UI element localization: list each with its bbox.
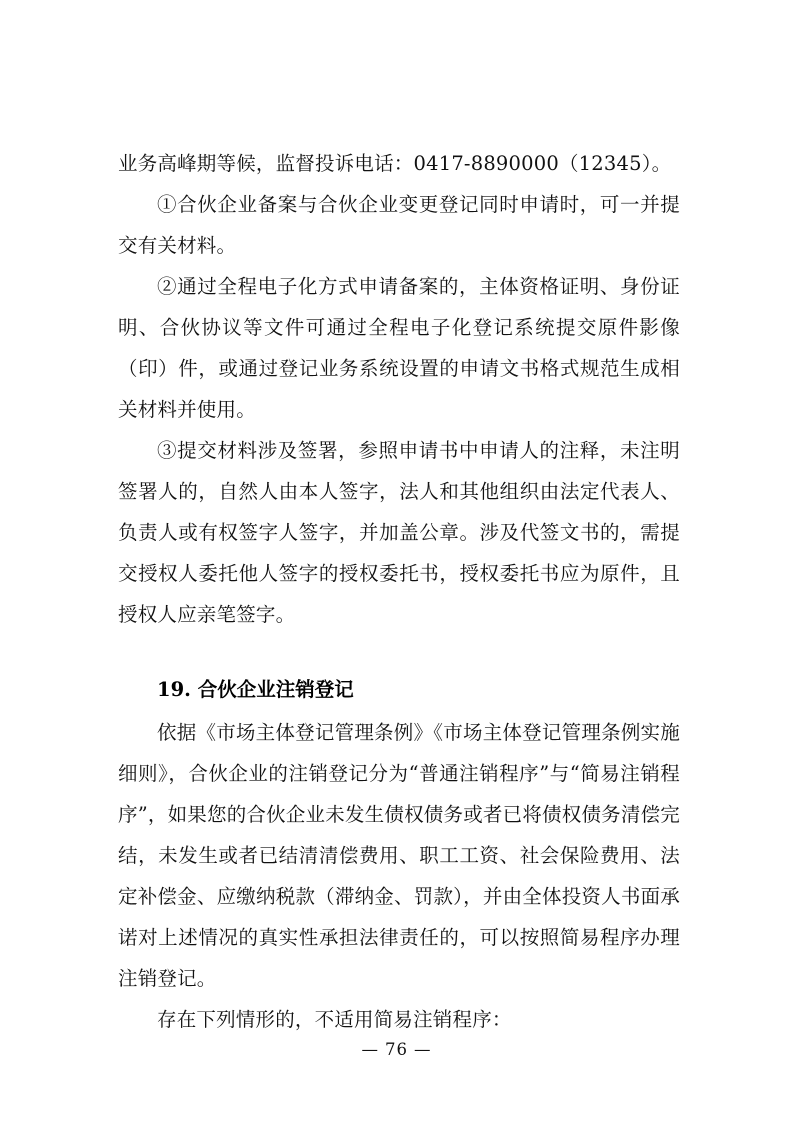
page-number: 76 <box>385 1040 408 1059</box>
paragraph-1: 业务高峰期等候，监督投诉电话：0417-8890000（12345）。 <box>118 152 672 175</box>
section-paragraph-1: 依据《市场主体登记管理条例》《市场主体登记管理条例实施细则》，合伙企业的注销登记分为“普通注销程序”与“简易注销程序”，如果您的合伙企业未发生债权债务或者已将债权债务清偿完结，未发生或者已结清清偿费用、职工工资、社会保险费用、法定补偿金、应缴纳税款（滞纳金、罚款），并由全体投资人书面承诺对上述情况的真实性承担法律责任的，可以按照简易程序办理注销登记。 <box>118 721 680 990</box>
page-footer <box>0 1040 793 1059</box>
heading-spacer <box>118 635 680 669</box>
paragraph-2: ①合伙企业备案与合伙企业变更登记同时申请时，可一并提交有关材料。 <box>118 193 680 257</box>
section-paragraph-2: 存在下列情形的，不适用简易注销程序： <box>157 1008 512 1031</box>
paragraph-3: ②通过全程电子化方式申请备案的，主体资格证明、身份证明、合伙协议等文件可通过全程电子化登记系统提交原件影像（印）件，或通过登记业务系统设置的申请文书格式规范生成相关材料并使用。 <box>118 275 680 421</box>
paragraph-4: ③提交材料涉及签署，参照申请书中申请人的注释，未注明签署人的，自然人由本人签字，法人和其他组织由法定代表人、负责人或有权签字人签字，并加盖公章。涉及代签文书的，需提交授权人委托他人签字的授权委托书，授权委托书应为原件，且授权人应亲笔签字。 <box>118 439 680 626</box>
footer-left-dash: — <box>361 1040 379 1059</box>
footer-right-dash: — <box>414 1040 432 1059</box>
page-content <box>118 143 680 1040</box>
section-heading: 19. 合伙企业注销登记 <box>157 678 354 701</box>
